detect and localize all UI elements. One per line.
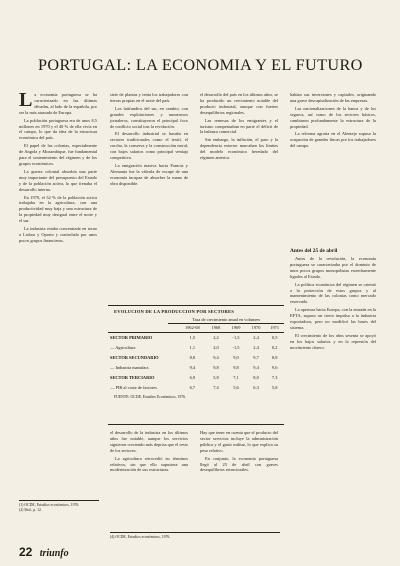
paragraph: La agricultura retrocedió en términos relativos, sin que ello supusiera una modernización de sus estructuras. <box>110 455 188 473</box>
table-cell: 0,2 <box>271 344 278 350</box>
paragraph: La reforma agraria en el Alentejo supuso la ocupación de grandes fincas por los trabajadores del campo. <box>290 131 376 149</box>
table-cell: 6,3 <box>253 384 259 390</box>
row-label: — PIB al coste de factores <box>110 384 157 390</box>
row-label: SECTOR PRIMARIO <box>110 334 153 340</box>
table-cell: -1,3 <box>232 334 240 340</box>
footnote-lower: (4) OCDE, Estudios económicos, 1976. <box>110 532 280 539</box>
paragraph: Las remesas de los emigrantes y el turismo compensaban en parte el déficit de la balanza comercial. <box>200 117 278 135</box>
column-1 <box>19 92 97 546</box>
table-cell: 8,8 <box>271 354 278 360</box>
table-subcaption: Tasa de crecimiento anual en volumen <box>168 317 284 325</box>
footnote: (2) Ibid., p. 12. <box>19 508 42 512</box>
column-2-lower <box>110 430 188 528</box>
table-row <box>108 332 284 342</box>
drop-cap: L <box>19 92 33 111</box>
table-cell: 2,0 <box>213 344 219 350</box>
paragraph: La guerra colonial absorbía una parte muy importante del presupuesto del Estado y de la población activa, lo que frenaba el desarrollo interno. <box>19 168 97 192</box>
table-cell: 7,3 <box>271 374 278 380</box>
magazine-name: triunfo <box>39 548 69 559</box>
table-cell: 9,7 <box>253 354 259 360</box>
table-cell: 5,6 <box>233 384 239 390</box>
paragraph: El desarrollo industrial se basaba en sectores tradicionales como el textil, el corcho, la conserva y la construcción naval, con bajos salarios como principal ventaja competitiva. <box>110 131 188 161</box>
table-caption: EVOLUCION DE LA PRODUCCION POR SECTORES <box>114 309 235 314</box>
paragraph: La emigración masiva hacia Francia y Alemania fue la válvula de escape de una economía incapaz de absorber la mano de obra disponible. <box>110 162 188 186</box>
table-header: 1971 <box>265 324 284 332</box>
paragraph: habían sus inversiones y capitales, originando una grave descapitalización de las empresas. <box>290 92 376 103</box>
paragraph: Las nacionalizaciones de la banca y de los seguros, así como de los sectores básicos, cambiaron profundamente la estructura de la propiedad. <box>290 105 376 129</box>
table-row <box>108 353 284 363</box>
table-cell: 9,4 <box>189 364 196 370</box>
paragraph: Los latifundios del sur, en cambio, con grandes explotaciones y numerosos jornaleros, constituyeron el principal foco de conflicto social tras la revolución. <box>110 105 188 129</box>
table-cell: 8,0 <box>253 374 259 380</box>
paragraph: a economía portuguesa se ha caracterizado en las últimas décadas, al lado de la española, por ser la más atrasada de Europa. <box>19 92 97 115</box>
paragraph: el desarrollo del país en los últimos años, se ha producido un crecimiento notable del producto industrial, aunque con fuertes desequilibrios regionales. <box>200 92 278 115</box>
paragraph: En 1970, el 32 % de la población activa trabajaba en la agricultura, con una productividad muy baja y una estructura de la propiedad muy desigual entre el norte y el sur. <box>19 194 97 224</box>
table-source: FUENTE: OCDE, Estudios Económicos, 1976. <box>114 394 187 399</box>
paragraph: La industria estaba concentrada en torno a Lisboa y Oporto y controlada por unos pocos grupos financieros. <box>19 226 97 243</box>
row-label: SECTOR SECUNDARIO <box>110 354 159 360</box>
row-label: — Agricultura <box>110 344 136 350</box>
table-cell: -1,5 <box>232 344 240 350</box>
table-cell: 8,8 <box>189 354 196 360</box>
table-cell: 9,4 <box>253 364 259 370</box>
column-3-lower <box>200 430 278 528</box>
column-5 <box>290 256 376 546</box>
table-header <box>108 324 178 332</box>
paragraph: Hay que tener en cuenta que el producto del sector servicios incluye la administración pública y el gasto militar, lo que explica su peso relativo. <box>200 430 278 453</box>
row-label: SECTOR TERCIARIO <box>110 374 155 380</box>
table-cell: 9,8 <box>213 364 219 370</box>
column-3 <box>200 92 278 297</box>
table-cell: 2,4 <box>253 344 259 350</box>
page-number: 22 <box>19 545 33 559</box>
section-subhead: Antes del 25 de abril <box>290 248 338 254</box>
paragraph: Antes de la revolución, la economía portuguesa se caracterizaba por el dominio de unos pocos grupos monopolistas estrechamente ligados al Estado. <box>290 256 376 279</box>
paragraph: El crecimiento de los años sesenta se apoyó en los bajos salarios y en la represión del movimiento obrero. <box>290 332 376 350</box>
table-cell: 2,4 <box>253 334 259 340</box>
table-row <box>108 373 284 383</box>
table-header: 1962-68 <box>178 324 207 332</box>
production-table <box>108 305 284 425</box>
page-footer <box>19 545 69 559</box>
paragraph: La apertura hacia Europa, con la entrada en la EFTA, supuso un cierto impulso a la industria exportadora, pero no modificó las bases del sistema. <box>290 307 376 330</box>
row-label: — Industria manufact. <box>110 364 150 370</box>
table-header: 1970 <box>247 324 266 332</box>
article-title: PORTUGAL: LA ECONOMIA Y EL FUTURO <box>38 56 363 74</box>
table-cell: 5,8 <box>213 374 219 380</box>
paragraph: En conjunto, la economía portuguesa llegó al 25 de abril con graves desequilibrios estructurales. <box>200 455 278 473</box>
table-cell: 9,0 <box>233 354 239 360</box>
table-cell: 7,1 <box>233 374 239 380</box>
paragraph: siete de plantas y tenía los trabajadores con tierras propias en el norte del país. <box>110 92 188 103</box>
table-header: 1969 <box>225 324 246 332</box>
paragraph: el desarrollo de la industria en los últimos años fue notable, aunque los servicios siguieron creciendo más deprisa que el resto de los sectores. <box>110 430 188 453</box>
table-header-row <box>108 324 284 332</box>
table-cell: 1,5 <box>189 334 196 340</box>
table-cell: 9,8 <box>233 364 239 370</box>
table-cell: 9,4 <box>213 354 219 360</box>
table-row <box>108 363 284 373</box>
table-cell: 0,5 <box>271 334 278 340</box>
paragraph: La política económica del régimen se orientó a la protección de estos grupos y al mantenimiento de las colonias como mercado reservado. <box>290 281 376 305</box>
column-2 <box>110 92 188 297</box>
table-cell: 2,2 <box>213 334 219 340</box>
paragraph: El papel de las colonias, especialmente de Angola y Mozambique, fue fundamental para el sostenimiento del régimen y de los grupos económicos. <box>19 143 97 166</box>
table-cell: 7,4 <box>213 384 219 390</box>
table-cell: 9,6 <box>271 364 278 370</box>
table-cell: 6,9 <box>189 374 196 380</box>
table-row <box>108 343 284 353</box>
table-header: 1968 <box>207 324 226 332</box>
footnotes <box>19 500 99 513</box>
data-table <box>108 324 284 392</box>
table-cell: 5,8 <box>271 384 278 390</box>
paragraph: Sin embargo, la inflación, el paro y la dependencia exterior marcaban los límites del modelo económico heredado del régimen anterior. <box>200 137 278 161</box>
footnote: (1) OCDE, Estudios económicos, 1976. <box>19 503 80 507</box>
paragraph: La población portuguesa era de unos 8,5 millones en 1970 y el 40 % de ella vivía en el campo, lo que da idea de la estructura económica del país. <box>19 117 97 141</box>
table-cell: 6,7 <box>189 384 196 390</box>
table-cell: 1,1 <box>189 344 196 350</box>
column-4 <box>290 92 376 240</box>
table-row <box>108 383 284 393</box>
